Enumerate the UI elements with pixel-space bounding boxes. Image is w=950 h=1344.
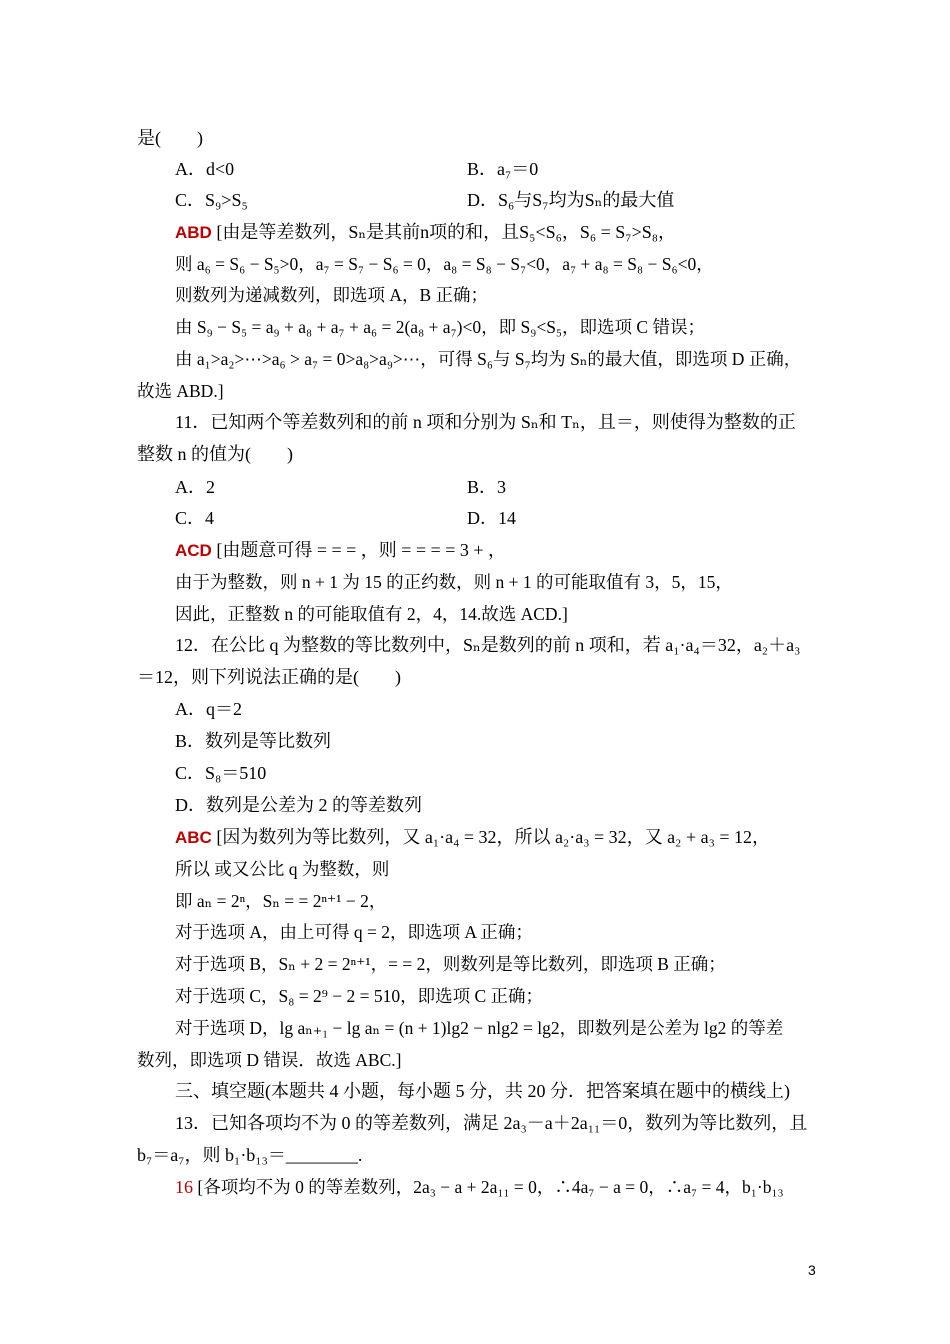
text-line [175,410,796,434]
line-text: 由于为整数，则 n + 1 为 15 的正约数，则 n + 1 的可能取值有 3，5，15， [175,572,733,592]
line-text: B．数列是等比数列 [175,731,332,751]
line-text: C．4 [175,508,215,528]
line-text: 13．已知各项均不为 0 的等差数列，满足 2a₃－a＋2a₁₁＝0，数列为等比数列，且 [175,1113,808,1133]
text-line [175,633,800,657]
line-text: 11．已知两个等差数列和的前 n 项和分别为 Sₙ和 Tₙ，且＝，则使得为整数的正 [175,412,796,432]
line-text: B．3 [467,477,507,497]
text-line [175,889,386,913]
text-line [175,570,733,594]
text-line [175,729,331,753]
line-text: 则 a₆ = S₆ − S₅>0，a₇ = S₇ − S₆ = 0，a₈ = S₈ − S₇<0，a₇ + a₈ = S₈ − S₆<0， [175,254,714,274]
line-text: [由是等差数列，Sₙ是其前n项的和，且S₅<S₆，S₆ = S₇>S₈， [211,222,677,242]
text-line [137,379,224,403]
line-text: C．S₈＝510 [175,763,267,783]
answer-key: 16 [175,1177,193,1197]
line-text: 因此，正整数 n 的可能取值有 2，4，14.故选 ACD.] [175,604,568,624]
line-text: 由 S₉ − S₅ = a₉ + a₈ + a₇ + a₆ = 2(a₈ + a₇)<0，即 S₉<S₅，即选项 C 错误； [175,317,705,337]
text-line [175,952,726,976]
answer-line [175,538,506,563]
text-line [137,1143,362,1167]
text-line [467,157,538,181]
line-text: 所以 或又公比 q 为整数，则 [175,859,390,879]
line-text: A．q＝2 [175,699,242,719]
text-line [175,793,422,817]
line-text: [由题意可得 = = = ，则 = = = = 3 + ， [211,540,507,560]
text-line [137,1048,401,1072]
text-line [175,984,543,1008]
line-text: C．S₉>S₅ [175,190,248,210]
answer-key: ABC [175,828,212,847]
text-line [175,1016,783,1040]
line-text: 整数 n 的值为( ) [137,444,293,464]
line-text: b₇＝a₇，则 b₁·b₁₃＝________. [137,1145,363,1165]
line-text: 对于选项 A，由上可得 q = 2，即选项 A 正确； [175,922,533,942]
text-line [175,188,248,212]
text-line [175,761,266,785]
line-text: 12．在公比 q 为整数的等比数列中，Sₙ是数列的前 n 项和，若 a₁·a₄＝32，a₂＋a₃ [175,635,801,655]
text-line [175,347,801,371]
text-line [175,920,533,944]
line-text: 数列，即选项 D 错误．故选 ABC.] [137,1050,402,1070]
text-line [175,283,488,307]
answer-key: ACD [175,541,212,560]
line-text: 三、填空题(本题共 4 小题，每小题 5 分，共 20 分．把答案填在题中的横线上) [175,1081,790,1101]
line-text: A．2 [175,477,215,497]
text-line [467,475,506,499]
line-text: D．S₆与S₇均为Sₙ的最大值 [467,190,675,210]
line-text: D．14 [467,508,516,528]
line-text: B．a₇＝0 [467,159,539,179]
text-line [137,665,401,689]
text-line [467,188,674,212]
text-line [175,1079,790,1103]
page-number: 3 [808,1262,816,1278]
answer-line [175,825,770,850]
line-text: D．数列是公差为 2 的等差数列 [175,795,422,815]
line-text: [各项均不为 0 的等差数列，2a₃ − a + 2a₁₁ = 0，∴4a₇ − a = 0，∴a₇ = 4，b₁·b₁₃ [193,1177,784,1197]
line-text: A．d<0 [175,159,235,179]
text-line [175,315,705,339]
answer-line [175,220,676,245]
line-text: 对于选项 D，lg aₙ₊₁ − lg aₙ = (n + 1)lg2 − nlg2 = lg2，即数列是公差为 lg2 的等差 [175,1018,784,1038]
line-text: 即 aₙ = 2ⁿ，Sₙ = = 2ⁿ⁺¹ − 2， [175,891,387,911]
text-line [467,506,516,530]
text-line [137,126,203,150]
text-line [175,157,234,181]
text-line [137,442,293,466]
line-text: [因为数列为等比数列，又 a₁·a₄ = 32，所以 a₂·a₃ = 32，又 a₂ + a₃ = 12， [211,827,771,847]
text-line [175,252,714,276]
text-line [175,697,242,721]
line-text: 对于选项 B，Sₙ + 2 = 2ⁿ⁺¹，= = 2，则数列是等比数列，即选项 B 正确； [175,954,726,974]
line-text: ＝12，则下列说法正确的是( ) [137,667,401,687]
line-text: 则数列为递减数列，即选项 A，B 正确； [175,285,489,305]
line-text: 故选 ABD.] [137,381,224,401]
text-line [175,602,568,626]
text-line [175,506,214,530]
answer-key: ABD [175,223,212,242]
text-line [175,475,215,499]
line-text: 由 a₁>a₂>⋯>a₆ > a₇ = 0>a₈>a₉>⋯，可得 S₆与 S₇均为 Sₙ的最大值，即选项 D 正确， [175,349,802,369]
text-line [175,1111,807,1135]
line-text: 对于选项 C，S₈ = 2⁹ − 2 = 510，即选项 C 正确； [175,986,544,1006]
answer-line [175,1175,784,1199]
text-line [175,857,389,881]
line-text: 是( ) [137,128,203,148]
